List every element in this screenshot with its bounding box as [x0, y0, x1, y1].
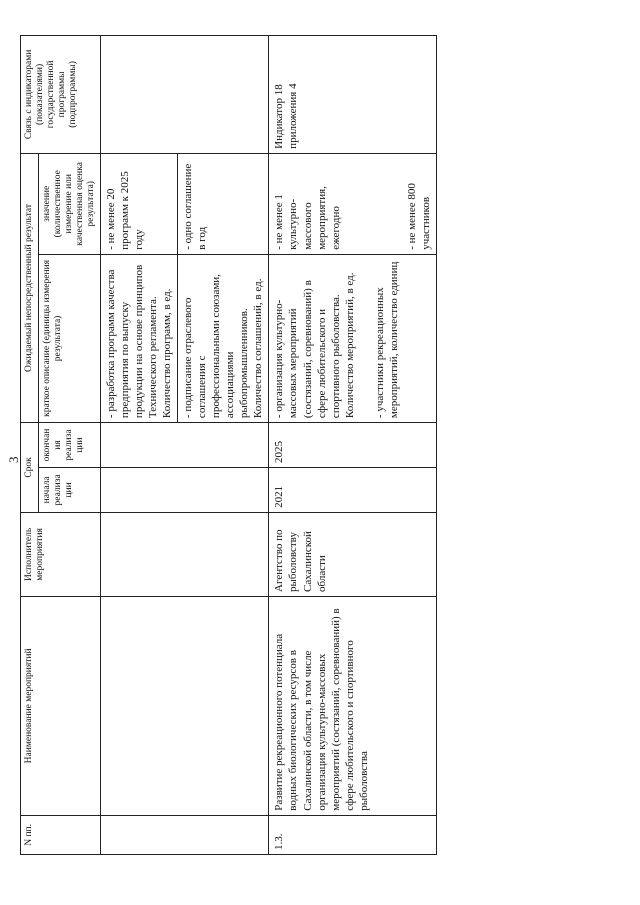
header-term: Срок	[21, 423, 39, 513]
cell-result-value: - одно соглашение в год	[177, 153, 268, 254]
activities-table	[20, 35, 437, 855]
header-term-end: окончания реализации	[38, 423, 100, 468]
header-expected-desc: краткое описание (единицы измерения результата)	[38, 254, 100, 422]
cell-executor: Агентство по рыболовству Сахалинской области	[269, 512, 437, 596]
cell-end	[100, 423, 269, 468]
header-num: N пп.	[21, 815, 101, 854]
header-executor: Исполнитель мероприятия	[21, 512, 101, 596]
cell-result-desc-group	[269, 254, 437, 422]
page-number: 3	[6, 456, 21, 463]
header-link: Связь с индикаторами (показателями) государственной программы (подпрограммы)	[21, 36, 101, 154]
cell-result-value-group	[269, 153, 437, 254]
table-row	[269, 36, 437, 855]
cell-link: Индикатор 18 приложения 4	[269, 36, 437, 154]
cell-executor	[100, 512, 269, 596]
cell-link	[100, 36, 269, 154]
cell-num: 1.3.	[269, 815, 437, 854]
result-desc: - участники рекреационных мероприятий, количество единиц	[373, 261, 400, 419]
table-row	[100, 36, 177, 855]
result-value: - не менее 1 культурно-массового мероприятия, ежегодно	[273, 186, 342, 250]
header-name: Наименование мероприятий	[21, 596, 101, 815]
cell-num	[100, 815, 269, 854]
header-term-start: начала реализации	[38, 467, 100, 512]
result-value: - не менее 800 участников	[405, 183, 432, 250]
header-expected-value: значение (количественное измерение или качественная оценка результата)	[38, 153, 100, 254]
cell-name: Развитие рекреационного потенциала водных биологических ресурсов в Сахалинской области, в том числе организация культурно-массовых мероприятий (состязаний, соревнований) в сфере любительского и спортивного рыболовства	[269, 596, 437, 815]
cell-start	[100, 467, 269, 512]
cell-name	[100, 596, 269, 815]
header-row-1	[21, 36, 39, 855]
result-desc: - организация культурно-массовых мероприятий (состязаний, соревнований) в сфере любительского и спортивного рыболовства. Количество мероприятий, в ед.	[273, 272, 356, 419]
cell-end: 2025	[269, 423, 437, 468]
cell-result-desc: - разработка программ качества предприятия по выпуску продукции на основе принципов Технического регламента. Количество программ, в ед.	[100, 254, 177, 422]
cell-result-desc: - подписание отраслевого соглашения с профессиональными союзами, ассоциациями рыбопромышленников. Количество соглашений, в ед.	[177, 254, 268, 422]
cell-start: 2021	[269, 467, 437, 512]
cell-result-value: - не менее 20 программ к 2025 году	[100, 153, 177, 254]
header-expected: Ожидаемый непосредственный результат	[21, 153, 39, 422]
